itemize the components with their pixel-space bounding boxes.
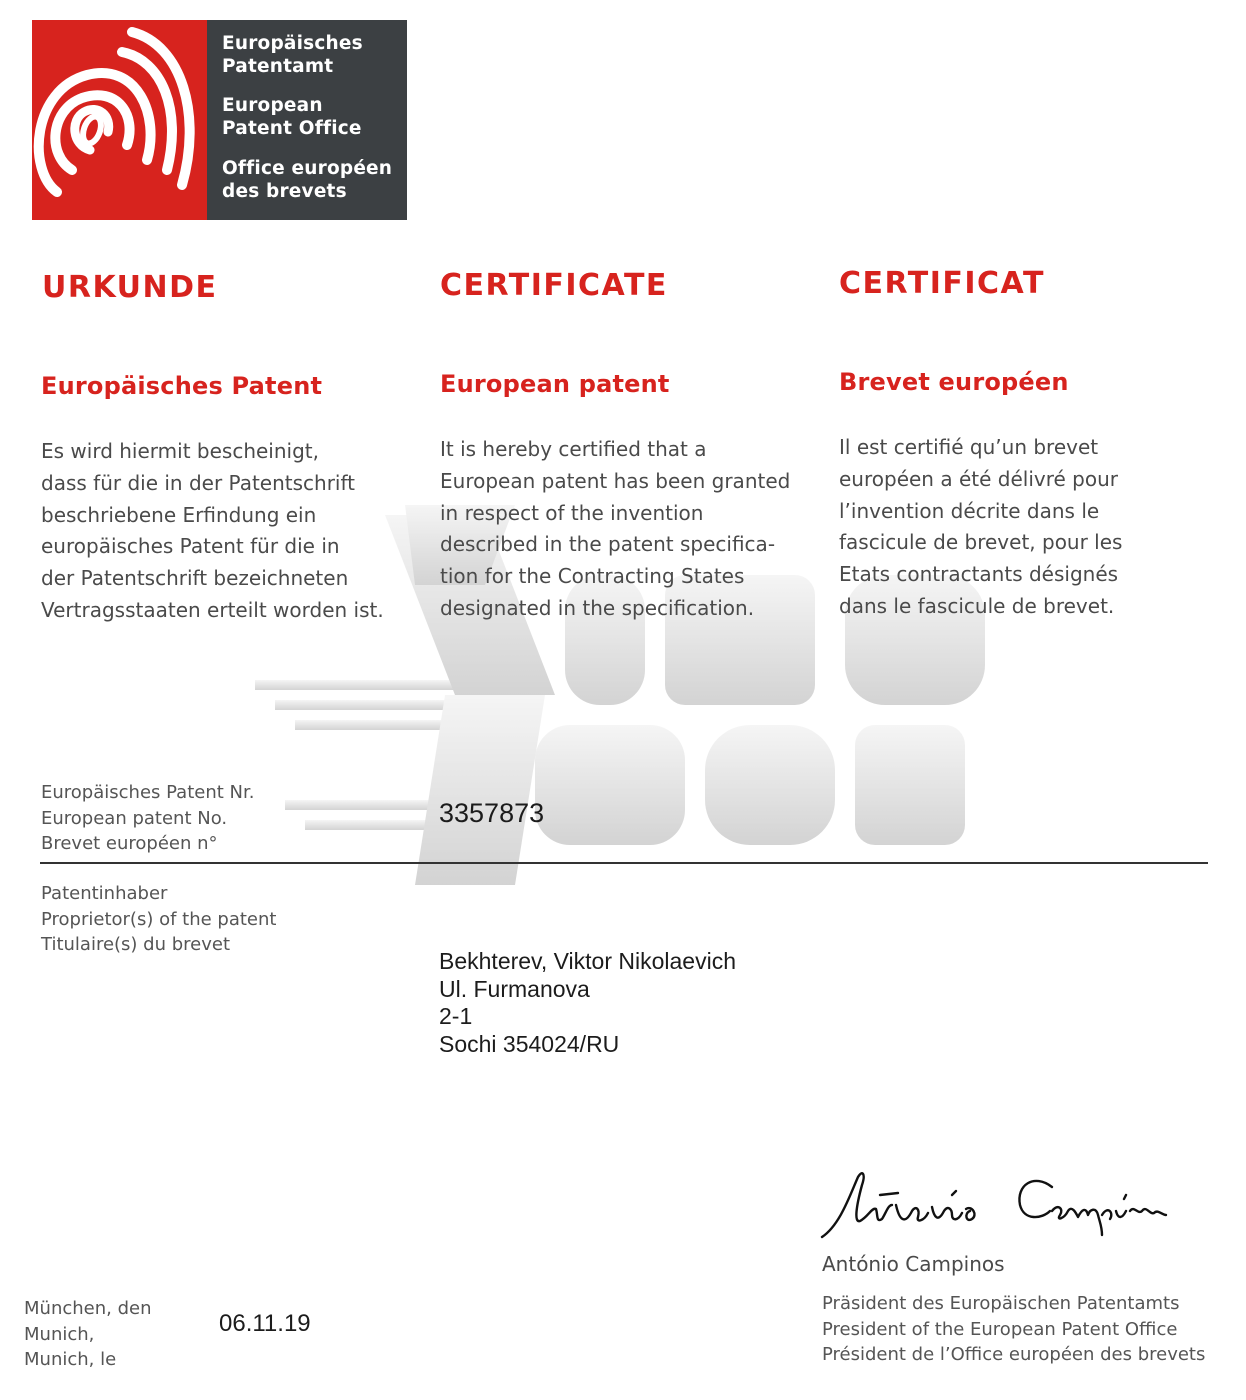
- body-line: It is hereby certified that a: [440, 437, 707, 461]
- body-line: der Patentschrift bezeichneten: [41, 566, 349, 591]
- body-line: designated in the specification.: [440, 595, 755, 620]
- signature: [820, 1165, 1180, 1245]
- body-line: europäisches Patent für die in: [41, 534, 340, 559]
- body-line: Vertragsstaaten erteilt worden ist.: [41, 597, 384, 622]
- signatory-title: Président de l’Office européen des brevets: [822, 1344, 1206, 1365]
- title-de: URKUNDE: [42, 270, 218, 305]
- logo-line: European: [222, 95, 323, 116]
- signatory-title: Präsident des Europäischen Patentamts: [822, 1293, 1180, 1314]
- patent-number-value: 3357873: [439, 798, 545, 828]
- body-line: in respect of the invention: [440, 500, 704, 525]
- proprietor-label: Titulaire(s) du brevet: [41, 934, 231, 955]
- logo-line: des brevets: [222, 181, 347, 202]
- address-line: Bekhterev, Viktor Nikolaevich: [439, 948, 737, 974]
- body-line: dans le fascicule de brevet.: [839, 593, 1115, 618]
- patent-number-label: European patent No.: [41, 807, 228, 829]
- title-fr: CERTIFICAT: [839, 266, 1045, 301]
- body-line: Etats contractants désignés: [839, 562, 1119, 587]
- epo-emblem: [32, 20, 207, 220]
- epo-name-panel: [207, 20, 407, 220]
- divider: [40, 862, 1208, 864]
- proprietor-labels: [41, 881, 276, 958]
- logo-line: Patent Office: [222, 118, 362, 139]
- address-line: Ul. Furmanova: [439, 975, 590, 1002]
- body-line: fascicule de brevet, pour les: [839, 530, 1123, 555]
- body-de: [41, 436, 421, 627]
- body-line: dass für die in der Patentschrift: [41, 470, 356, 495]
- date-label: Munich,: [24, 1323, 95, 1345]
- body-en: [440, 434, 820, 625]
- body-line: beschriebene Erfindung ein: [41, 502, 317, 527]
- address-line: Sochi 354024/RU: [439, 1030, 620, 1057]
- logo-line: Patentamt: [222, 56, 334, 77]
- subtitle-en: European patent: [440, 370, 670, 398]
- patent-number-labels: [41, 780, 254, 857]
- body-line: described in the patent specifica-: [440, 532, 776, 557]
- date-label: Munich, le: [24, 1349, 117, 1370]
- subtitle-fr: Brevet européen: [839, 368, 1069, 396]
- proprietor-label: Patentinhaber: [41, 883, 168, 904]
- proprietor-address: [439, 948, 736, 1058]
- date-value: 06.11.19: [219, 1310, 311, 1337]
- body-line: Es wird hiermit bescheinigt,: [41, 439, 319, 463]
- proprietor-label: Proprietor(s) of the patent: [41, 908, 277, 930]
- title-en: CERTIFICATE: [440, 268, 668, 303]
- body-fr: [839, 432, 1219, 623]
- signatory-name: António Campinos: [822, 1252, 1005, 1276]
- logo-line: Europäisches: [222, 33, 363, 54]
- subtitle-de: Europäisches Patent: [41, 372, 323, 400]
- patent-number-label: Europäisches Patent Nr.: [41, 782, 255, 803]
- signatory-title: President of the European Patent Office: [822, 1318, 1178, 1340]
- body-line: Il est certifié qu’un brevet: [839, 435, 1099, 459]
- epo-logo: [32, 20, 407, 220]
- signatory-titles: [822, 1291, 1205, 1368]
- address-line: 2-1: [439, 1003, 473, 1029]
- body-line: européen a été délivré pour: [839, 466, 1118, 491]
- date-labels: [24, 1296, 152, 1373]
- patent-number-label: Brevet européen n°: [41, 833, 218, 854]
- date-label: München, den: [24, 1298, 152, 1319]
- logo-line: Office européen: [222, 158, 393, 179]
- body-line: l’invention décrite dans le: [839, 498, 1100, 523]
- body-line: European patent has been granted: [440, 468, 791, 493]
- body-line: tion for the Contracting States: [440, 564, 745, 589]
